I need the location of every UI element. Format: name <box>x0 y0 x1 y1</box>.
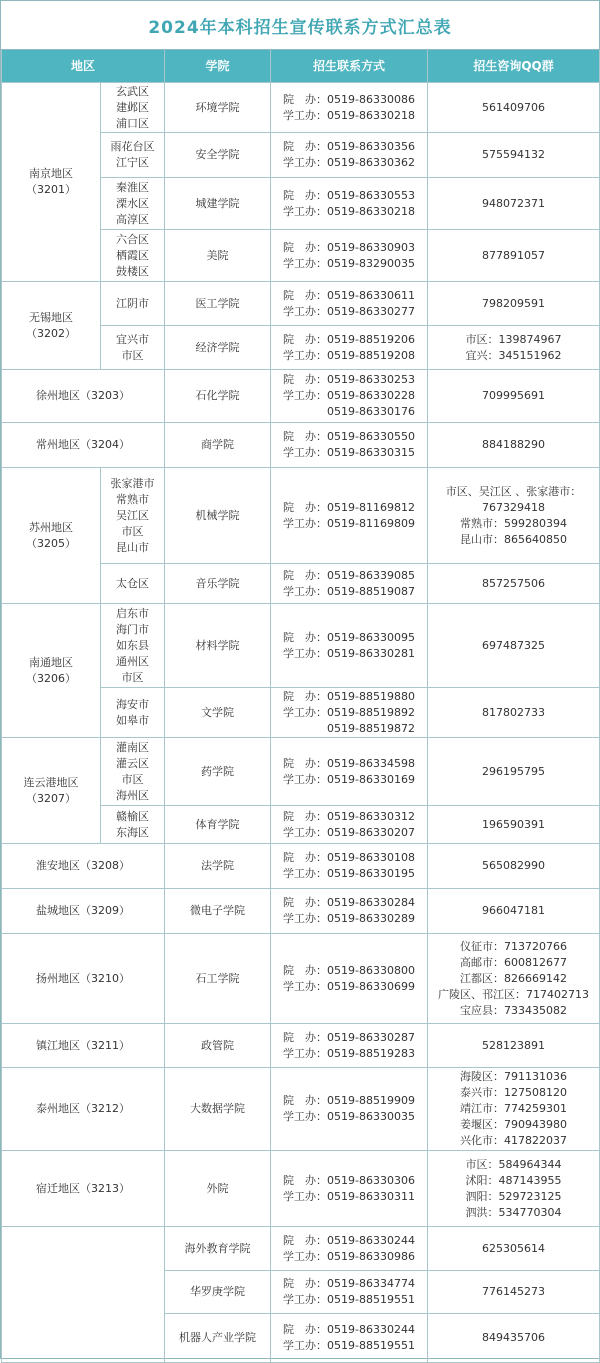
qq-cell <box>428 806 600 844</box>
college-cell: 机械学院 <box>165 468 271 564</box>
contact-cell <box>271 604 428 688</box>
contact-cell-line: 学工办：0519-86330315 <box>283 446 415 459</box>
contact-cell <box>271 806 428 844</box>
contact-cell-line: 院 办：0519-86334598 <box>283 756 415 770</box>
qq-cell-line: 江都区：826669142 <box>460 971 568 985</box>
subregion-cell <box>101 326 165 370</box>
qq-cell-line: 广陵区、邗江区：717402713 <box>438 987 590 1001</box>
contact-cell-line: 0519-86330176 <box>283 405 415 418</box>
subregion-cell-line: 海安市 <box>116 697 149 711</box>
subregion-cell-line: 秦淮区 <box>116 180 149 194</box>
qq-cell <box>428 1151 600 1227</box>
region-cell <box>2 889 165 934</box>
subregion-cell-line: 雨花台区 <box>110 140 155 153</box>
subregion-cell-line: 通州区 <box>116 654 149 668</box>
college-cell: 微电子学院 <box>165 889 271 934</box>
qq-cell-line: 196590391 <box>482 817 546 831</box>
qq-cell-line: 靖江市：774259301 <box>460 1102 568 1115</box>
qq-cell <box>428 326 600 370</box>
region-cell-line: （3206） <box>26 671 76 685</box>
subregion-cell-line: 灌南区 <box>116 740 149 754</box>
qq-cell-line: 884188290 <box>482 438 546 451</box>
qq-cell-line: 625305614 <box>482 1241 546 1255</box>
qq-cell <box>428 1227 600 1271</box>
contact-cell-line: 学工办：0519-88519283 <box>283 1046 415 1060</box>
table-row <box>2 1024 600 1068</box>
contact-cell-line: 学工办：0519-86330228 <box>283 389 415 402</box>
college-cell: 文学院 <box>165 688 271 738</box>
region-cell-line: 宿迁地区（3213） <box>36 1181 130 1195</box>
qq-cell <box>428 370 600 423</box>
college-cell: 海外教育学院 <box>165 1227 271 1271</box>
contact-cell-line: 院 办：0519-86330306 <box>283 1173 415 1187</box>
contact-cell-line: 院 办：0519-86330550 <box>283 430 415 443</box>
qq-cell-line: 948072371 <box>482 196 546 210</box>
subregion-cell-line: 如东县 <box>116 638 149 652</box>
region-cell <box>2 1227 165 1363</box>
qq-cell-line: 776145273 <box>482 1285 546 1298</box>
qq-cell-line: 296195795 <box>482 764 546 778</box>
region-cell-line: 徐州地区（3203） <box>36 389 130 402</box>
subregion-cell-line: 市区 <box>121 772 144 786</box>
region-cell-line: 常州地区（3204） <box>36 438 130 451</box>
region-cell <box>2 468 101 604</box>
contact-cell <box>271 133 428 178</box>
contact-table <box>1 50 600 1363</box>
contact-cell <box>271 1024 428 1068</box>
qq-cell <box>428 230 600 282</box>
qq-cell-line: 849435706 <box>482 1331 546 1344</box>
qq-cell <box>428 423 600 468</box>
contact-cell-line: 院 办：0519-86330287 <box>283 1030 415 1044</box>
contact-cell <box>271 326 428 370</box>
subregion-cell-line: 张家港市 <box>110 476 155 490</box>
qq-cell-line: 857257506 <box>482 576 546 590</box>
qq-cell-line: 宝应县：733435082 <box>460 1003 568 1017</box>
region-cell <box>2 1068 165 1151</box>
qq-cell-line: 泗洪：534770304 <box>465 1205 562 1219</box>
contact-cell-line: 学工办：0519-86330169 <box>283 772 415 786</box>
college-cell: 医工学院 <box>165 282 271 326</box>
table-row <box>2 423 600 468</box>
region-cell-line: （3201） <box>26 183 76 196</box>
region-cell-line: 苏州地区 <box>29 520 73 534</box>
contact-cell-line: 院 办：0519-86330108 <box>283 851 415 864</box>
contact-cell <box>271 1314 428 1363</box>
college-cell: 药学院 <box>165 738 271 806</box>
qq-cell-line: 966047181 <box>482 904 546 917</box>
region-cell-line: （3202） <box>26 326 76 340</box>
qq-cell-line: 697487325 <box>482 638 546 652</box>
college-cell: 环境学院 <box>165 83 271 133</box>
region-cell <box>2 1151 165 1227</box>
contact-cell-line: 学工办：0519-83290035 <box>283 256 415 270</box>
qq-cell <box>428 178 600 230</box>
contact-cell <box>271 738 428 806</box>
subregion-cell-line: 赣榆区 <box>116 809 149 823</box>
contact-cell-line: 院 办：0519-86330312 <box>283 809 415 823</box>
contact-cell-line: 院 办：0519-86330244 <box>283 1323 415 1336</box>
contact-cell-line: 院 办：0519-86339085 <box>283 568 415 582</box>
subregion-cell-line: 太仓区 <box>116 576 149 590</box>
college-cell: 法学院 <box>165 844 271 889</box>
college-cell: 大数据学院 <box>165 1068 271 1151</box>
region-cell-line: 南京地区 <box>29 167 73 180</box>
region-cell-line: 无锡地区 <box>29 310 73 324</box>
contact-cell <box>271 468 428 564</box>
qq-cell-line: 市区：584964344 <box>465 1157 562 1171</box>
qq-cell-line: 767329418 <box>482 500 546 514</box>
subregion-cell-line: 浦口区 <box>116 116 149 130</box>
qq-cell-line: 泰兴市：127508120 <box>460 1086 568 1099</box>
contact-cell <box>271 282 428 326</box>
contact-cell-line: 学工办：0519-86330289 <box>283 912 415 925</box>
subregion-cell-line: 溧水区 <box>116 196 149 210</box>
region-cell <box>2 423 165 468</box>
subregion-cell-line: 市区 <box>121 670 144 684</box>
subregion-cell <box>101 688 165 738</box>
qq-cell-line: 561409706 <box>482 100 546 114</box>
region-cell-line: 连云港地区 <box>23 775 79 789</box>
subregion-cell <box>101 83 165 133</box>
table-row <box>2 604 600 688</box>
subregion-cell-line: 常熟市 <box>116 492 149 506</box>
region-cell <box>2 282 101 370</box>
subregion-cell-line: 东海区 <box>116 825 149 839</box>
contact-cell-line: 学工办：0519-86330311 <box>283 1189 415 1203</box>
college-cell: 安全学院 <box>165 133 271 178</box>
contact-cell-line: 学工办：0519-86330986 <box>283 1249 415 1263</box>
contact-cell-line: 院 办：0519-86330244 <box>283 1233 415 1247</box>
qq-cell <box>428 468 600 564</box>
contact-cell-line: 院 办：0519-88519909 <box>283 1094 415 1107</box>
qq-cell <box>428 604 600 688</box>
subregion-cell-line: 启东市 <box>116 606 149 620</box>
subregion-cell-line: 建邺区 <box>116 100 149 114</box>
page-title: 2024年本科招生宣传联系方式汇总表 <box>1 1 599 50</box>
subregion-cell <box>101 178 165 230</box>
subregion-cell <box>101 604 165 688</box>
contact-cell <box>271 370 428 423</box>
college-cell: 音乐学院 <box>165 564 271 604</box>
qq-cell-line: 高邮市：600812677 <box>460 955 568 969</box>
qq-cell-line: 市区：139874967 <box>465 332 562 346</box>
college-cell: 商学院 <box>165 423 271 468</box>
subregion-cell-line: 海门市 <box>116 622 149 636</box>
subregion-cell-line: 市区 <box>121 348 144 362</box>
contact-cell-line: 学工办：0519-88519892 <box>283 705 415 719</box>
contact-cell-line: 院 办：0519-81169812 <box>283 500 415 514</box>
college-cell: 机器人产业学院 <box>165 1314 271 1363</box>
qq-cell <box>428 738 600 806</box>
qq-cell <box>428 688 600 738</box>
college-cell: 美院 <box>165 230 271 282</box>
subregion-cell-line: 江阴市 <box>116 296 149 310</box>
contact-cell <box>271 564 428 604</box>
table-row <box>2 934 600 1024</box>
region-cell-line: 淮安地区（3208） <box>36 859 130 872</box>
table-row <box>2 282 600 326</box>
qq-cell <box>428 934 600 1024</box>
qq-cell-line: 709995691 <box>482 389 546 402</box>
region-cell <box>2 1024 165 1068</box>
header-qq: 招生咨询QQ群 <box>428 50 600 83</box>
contact-cell-line: 学工办：0519-86330218 <box>283 204 415 218</box>
qq-cell-line: 575594132 <box>482 148 546 161</box>
contact-cell-line: 院 办：0519-86330253 <box>283 373 415 386</box>
header-college: 学院 <box>165 50 271 83</box>
qq-cell-line: 姜堰区：790943980 <box>460 1118 568 1131</box>
contact-cell-line: 学工办：0519-86330277 <box>283 304 415 318</box>
college-cell: 体育学院 <box>165 806 271 844</box>
college-cell: 外院 <box>165 1151 271 1227</box>
qq-cell <box>428 889 600 934</box>
subregion-cell-line: 栖霞区 <box>116 248 149 262</box>
qq-cell-line: 海陵区：791131036 <box>460 1070 568 1083</box>
subregion-cell-line: 六合区 <box>116 232 149 246</box>
qq-cell-line: 昆山市：865640850 <box>460 532 568 546</box>
contact-cell-line: 学工办：0519-86330699 <box>283 979 415 993</box>
region-cell-line: 盐城地区（3209） <box>36 904 130 917</box>
region-cell <box>2 370 165 423</box>
qq-cell <box>428 282 600 326</box>
table-body <box>2 83 600 1363</box>
contact-cell <box>271 1151 428 1227</box>
contact-cell <box>271 889 428 934</box>
table-row <box>2 468 600 564</box>
college-cell: 材料学院 <box>165 604 271 688</box>
contact-cell-line: 院 办：0519-86334774 <box>283 1277 415 1290</box>
table-row <box>2 1151 600 1227</box>
contact-cell-line: 学工办：0519-81169809 <box>283 516 415 530</box>
contact-cell-line: 学工办：0519-88519208 <box>283 348 415 362</box>
contact-cell-line: 学工办：0519-86330218 <box>283 108 415 122</box>
subregion-cell <box>101 282 165 326</box>
region-cell-line: （3207） <box>26 791 76 805</box>
subregion-cell-line: 宜兴市 <box>116 332 149 346</box>
table-row <box>2 1227 600 1271</box>
qq-cell-line: 565082990 <box>482 859 546 872</box>
qq-cell <box>428 83 600 133</box>
region-cell-line: 泰州地区（3212） <box>36 1102 130 1115</box>
subregion-cell-line: 海州区 <box>116 788 149 802</box>
qq-cell-line: 沭阳：487143955 <box>465 1173 562 1187</box>
contact-cell <box>271 934 428 1024</box>
subregion-cell-line: 吴江区 <box>116 508 149 522</box>
college-cell: 经济学院 <box>165 326 271 370</box>
contact-cell <box>271 423 428 468</box>
subregion-cell <box>101 564 165 604</box>
qq-cell-line: 798209591 <box>482 296 546 310</box>
qq-cell <box>428 564 600 604</box>
subregion-cell-line: 如皋市 <box>116 713 149 727</box>
contact-cell-line: 院 办：0519-86330611 <box>283 288 415 302</box>
qq-cell <box>428 133 600 178</box>
subregion-cell <box>101 738 165 806</box>
table-row <box>2 83 600 133</box>
region-cell-line: 镇江地区（3211） <box>36 1038 130 1052</box>
qq-cell-line: 877891057 <box>482 248 546 262</box>
region-cell-line: 扬州地区（3210） <box>36 971 130 985</box>
subregion-cell-line: 鼓楼区 <box>116 264 149 278</box>
qq-cell-line: 泗阳：529723125 <box>465 1189 562 1203</box>
contact-cell-line: 学工办：0519-86330207 <box>283 825 415 839</box>
contact-cell-line: 院 办：0519-86330095 <box>283 630 415 644</box>
region-cell-line: 南通地区 <box>29 655 73 669</box>
qq-cell <box>428 1068 600 1151</box>
contact-cell-line: 院 办：0519-88519880 <box>283 689 415 703</box>
contact-cell-line: 院 办：0519-86330086 <box>283 92 415 106</box>
region-cell <box>2 604 101 738</box>
contact-cell <box>271 83 428 133</box>
college-cell: 石化学院 <box>165 370 271 423</box>
table-row <box>2 844 600 889</box>
region-cell-line: （3205） <box>26 536 76 550</box>
subregion-cell <box>101 230 165 282</box>
header-region: 地区 <box>2 50 165 83</box>
contact-cell-line: 学工办：0519-86330281 <box>283 646 415 660</box>
table-row <box>2 1068 600 1151</box>
region-cell <box>2 844 165 889</box>
subregion-cell-line: 江宁区 <box>116 156 149 169</box>
qq-cell-line: 仪征市：713720766 <box>460 939 568 953</box>
subregion-cell-line: 昆山市 <box>116 540 149 554</box>
contact-cell <box>271 1227 428 1271</box>
region-cell <box>2 738 101 844</box>
contact-cell-line: 院 办：0519-86330903 <box>283 240 415 254</box>
qq-cell-line: 817802733 <box>482 705 546 719</box>
contact-cell <box>271 688 428 738</box>
contact-cell <box>271 844 428 889</box>
college-cell: 华罗庚学院 <box>165 1271 271 1314</box>
contact-cell-line: 学工办：0519-86330195 <box>283 867 415 880</box>
subregion-cell-line: 市区 <box>121 524 144 538</box>
contact-cell-line: 学工办：0519-88519551 <box>283 1293 415 1306</box>
qq-cell <box>428 1024 600 1068</box>
college-cell: 城建学院 <box>165 178 271 230</box>
contact-cell <box>271 178 428 230</box>
qq-cell <box>428 844 600 889</box>
contact-cell <box>271 230 428 282</box>
subregion-cell-line: 灌云区 <box>116 756 149 770</box>
contact-cell <box>271 1271 428 1314</box>
subregion-cell <box>101 806 165 844</box>
subregion-cell <box>101 468 165 564</box>
contact-cell-line: 学工办：0519-86330035 <box>283 1110 415 1123</box>
region-cell <box>2 83 101 282</box>
contact-cell <box>271 1068 428 1151</box>
qq-cell-line: 528123891 <box>482 1038 546 1052</box>
contact-cell-line: 院 办：0519-88519206 <box>283 332 415 346</box>
qq-cell-line: 市区、吴江区 、张家港市： <box>445 484 582 498</box>
table-row <box>2 738 600 806</box>
contact-cell-line: 0519-88519872 <box>283 721 415 735</box>
qq-cell-line: 兴化市：417822037 <box>460 1134 568 1147</box>
table-row <box>2 889 600 934</box>
header-contact: 招生联系方式 <box>271 50 428 83</box>
college-cell: 石工学院 <box>165 934 271 1024</box>
contact-cell-line: 学工办：0519-88519551 <box>283 1339 415 1352</box>
table-header-row <box>2 50 600 83</box>
contact-cell-line: 院 办：0519-86330356 <box>283 140 415 153</box>
subregion-cell-line: 高淳区 <box>116 212 149 226</box>
college-cell: 政管院 <box>165 1024 271 1068</box>
contact-cell-line: 院 办：0519-86330800 <box>283 963 415 977</box>
subregion-cell-line: 玄武区 <box>116 84 149 98</box>
qq-cell <box>428 1314 600 1363</box>
contact-cell-line: 院 办：0519-86330284 <box>283 896 415 909</box>
qq-cell-line: 常熟市：599280394 <box>460 516 568 530</box>
qq-cell <box>428 1271 600 1314</box>
contact-cell-line: 学工办：0519-88519087 <box>283 584 415 598</box>
table-row <box>2 370 600 423</box>
region-cell <box>2 934 165 1024</box>
qq-cell-line: 宜兴：345151962 <box>465 348 562 362</box>
contact-cell-line: 学工办：0519-86330362 <box>283 156 415 169</box>
subregion-cell <box>101 133 165 178</box>
contact-cell-line: 院 办：0519-86330553 <box>283 188 415 202</box>
